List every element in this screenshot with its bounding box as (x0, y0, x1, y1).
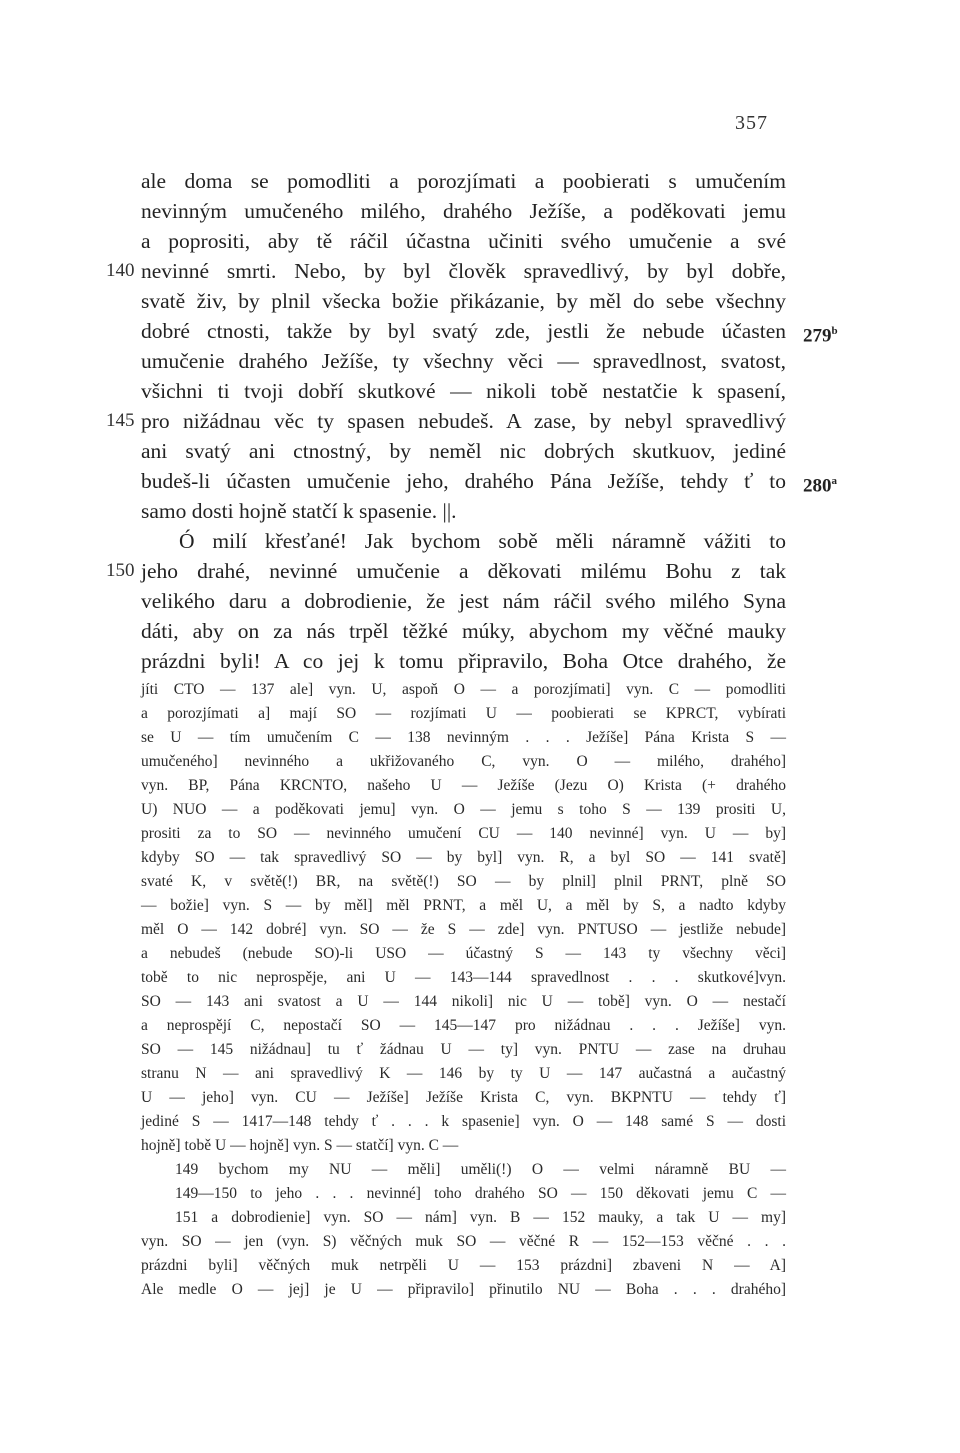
text-line: pro nižádnau věc ty spasen nebudeš. A zase, by nebyl spravedlivý (141, 409, 786, 433)
apparatus-line: jediné S — 1417—148 tehdy ť . . . k spasenie] vyn. O — 148 samé S — dosti (141, 1113, 786, 1130)
line-number: 145 (106, 410, 135, 431)
apparatus-line: U — jeho] vyn. CU — Ježíše] Ježíše Krista C, vyn. BKPNTU — tehdy ť] (141, 1089, 786, 1106)
folio-side: b (831, 325, 838, 337)
text-line: budeš-li účasten umučenie jeho, drahého Pána Ježíše, tehdy ť to (141, 469, 786, 493)
folio-number: 280 (803, 475, 832, 497)
text-line: dobré ctnosti, takže by byl svatý zde, jestli že nebude účasten (141, 319, 786, 343)
apparatus-line: Ale medle O — jej] je U — připravilo] přinutilo NU — Boha . . . drahého] (141, 1281, 786, 1298)
text-line: všichni ti tvoji dobří skutkové — nikoli tobě nestatčie k spasení, (141, 379, 786, 403)
apparatus-line: hojně] tobě U — hojně] vyn. S — statčí] vyn. C — (141, 1137, 459, 1154)
text-line: ale doma se pomodliti a porozjímati a poobierati s umučením (141, 169, 786, 193)
apparatus-line: a neprospějí C, nepostačí SO — 145—147 pro nižádnau . . . Ježíše] vyn. (141, 1017, 786, 1034)
text-line: nevinné smrti. Nebo, by byl člověk spravedlivý, by byl dobře, (141, 259, 786, 283)
text-line: jeho drahé, nevinné umučenie a děkovati milému Bohu z tak (141, 559, 786, 583)
apparatus-line: prositi za to SO — nevinného umučení CU — 140 nevinné] vyn. U — by] (141, 825, 786, 842)
text-line: velikého daru a dobrodienie, že jest nám ráčil svého milého Syna (141, 589, 786, 613)
apparatus-line: prázdni byli] věčných muk netrpěli U — 153 prázdni] zbaveni N — A] (141, 1257, 786, 1274)
text-line: nevinným umučeného milého, drahého Ježíše, a poděkovati jemu (141, 199, 786, 223)
apparatus-line: svaté K, v světě(!) BR, na světě(!) SO — by plnil] plnil PRNT, plně SO (141, 873, 786, 890)
folio-number: 279 (803, 325, 832, 347)
folio-reference (803, 466, 837, 501)
apparatus-line: a nebudeš (nebude SO)-li USO — účastný S — 143 ty všechny věci] (141, 945, 786, 962)
apparatus-line: a porozjímati a] mají SO — rozjímati U — poobierati se KPRCT, vybírati (141, 705, 786, 722)
text-line: dáti, aby on za nás trpěl těžké múky, abychom my věčné mauky (141, 619, 786, 643)
apparatus-line: stranu N — ani spravedlivý K — 146 by ty U — 147 aučastná a aučastný (141, 1065, 786, 1082)
apparatus-line: 151 a dobrodienie] vyn. SO — nám] vyn. B — 152 mauky, a tak U — my] (175, 1209, 786, 1226)
line-number: 150 (106, 560, 135, 581)
text-line: Ó milí křesťané! Jak bychom sobě měli náramně vážiti to (179, 529, 786, 553)
apparatus-line: U) NUO — a poděkovati jemu] vyn. O — jemu s toho S — 139 prositi U, (141, 801, 786, 818)
apparatus-line: — božie] vyn. S — by měl] měl PRNT, a měl U, a měl by S, a nadto kdyby (141, 897, 786, 914)
apparatus-line: tobě to nic neprospěje, ani U — 143—144 spravedlnost . . . skutkové]vyn. (141, 969, 786, 986)
apparatus-line: 149—150 to jeho . . . nevinné] toho drahého SO — 150 děkovati jemu C — (175, 1185, 786, 1202)
folio-side: a (831, 475, 837, 487)
apparatus-line: se U — tím umučením C — 138 nevinným . . . Ježíše] Pána Krista S — (141, 729, 786, 746)
apparatus-line: vyn. SO — jen (vyn. S) věčných muk SO — věčné R — 152—153 věčné . . . (141, 1233, 786, 1250)
text-line: samo dosti hojně statčí k spasenie. ||. (141, 499, 457, 523)
apparatus-line: vyn. BP, Pána KRCNTO, našeho U — Ježíše (Jezu O) Krista (+ drahého (141, 777, 786, 794)
text-line: svatě živ, by plnil všecka božie přikázanie, by měl do sebe všechny (141, 289, 786, 313)
apparatus-line: 149 bychom my NU — měli] uměli(!) O — velmi náramně BU — (175, 1161, 786, 1178)
apparatus-line: umučeného] nevinného a ukřižovaného C, vyn. O — milého, drahého] (141, 753, 786, 770)
apparatus-line: SO — 145 nižádnau] tu ť žádnau U — ty] vyn. PNTU — zase na druhau (141, 1041, 786, 1058)
page-number: 357 (735, 112, 768, 134)
apparatus-line: kdyby SO — tak spravedlivý SO — by byl] vyn. R, a byl SO — 141 svatě] (141, 849, 786, 866)
apparatus-line: měl O — 142 dobré] vyn. SO — že S — zde] vyn. PNTUSO — jestliže nebude] (141, 921, 786, 938)
text-line: ani svatý ani ctnostný, by neměl nic dobrých skutkuov, jediné (141, 439, 786, 463)
text-line: prázdni byli! A co jej k tomu připravilo, Boha Otce drahého, že (141, 649, 786, 673)
apparatus-line: SO — 143 ani svatost a U — 144 nikoli] nic U — tobě] vyn. O — nestačí (141, 993, 786, 1010)
folio-reference (803, 316, 838, 351)
line-number: 140 (106, 260, 135, 281)
text-line: a poprositi, aby tě ráčil účastna učiniti svého umučenie a své (141, 229, 786, 253)
text-line: umučenie drahého Ježíše, ty všechny věci — spravedlnost, svatost, (141, 349, 786, 373)
apparatus-line: jíti CTO — 137 ale] vyn. U, aspoň O — a porozjímati] vyn. C — pomodliti (141, 681, 786, 698)
